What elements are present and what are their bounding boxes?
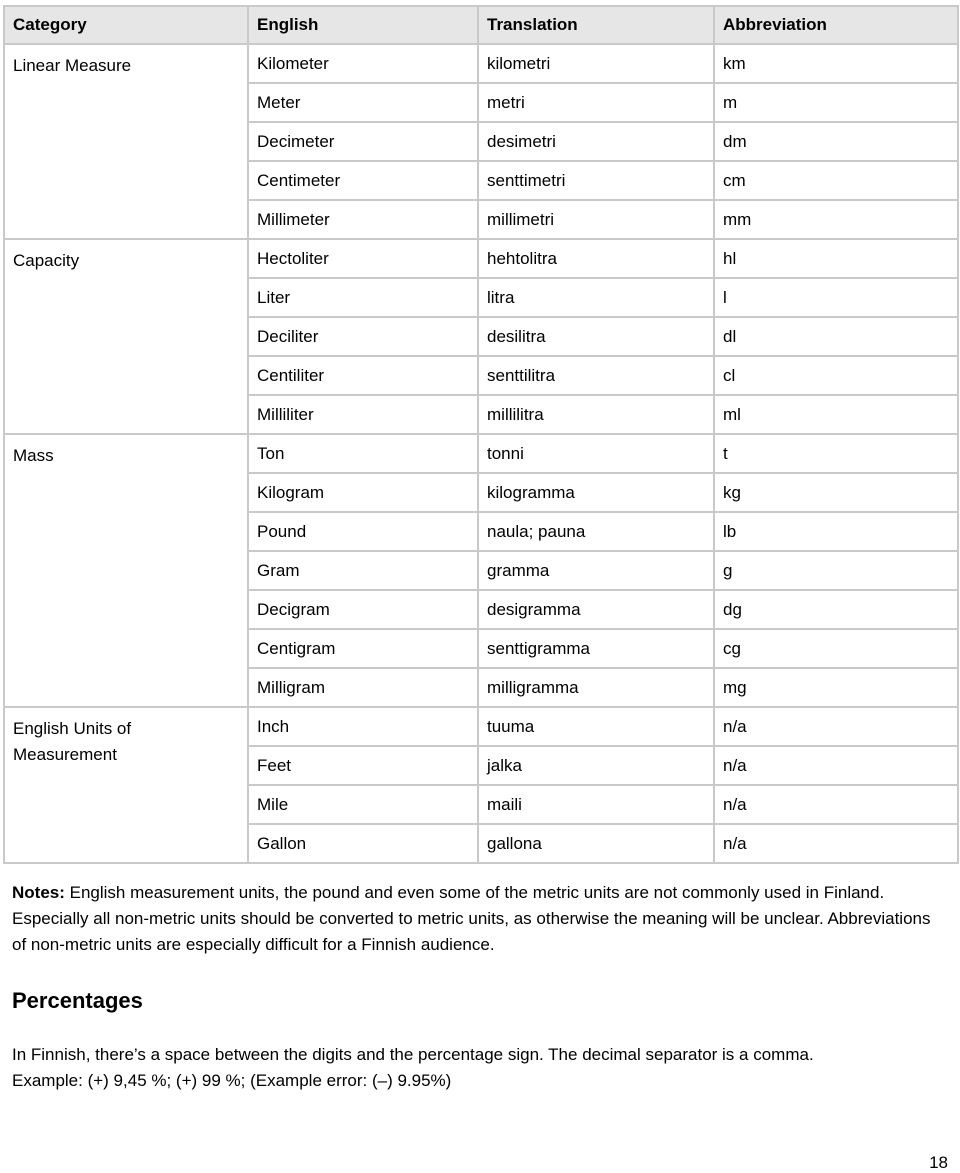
english-cell: Centimeter bbox=[248, 161, 478, 200]
translation-cell: milligramma bbox=[478, 668, 714, 707]
units-table-body bbox=[4, 44, 958, 863]
translation-cell: hehtolitra bbox=[478, 239, 714, 278]
english-cell: Inch bbox=[248, 707, 478, 746]
table-row bbox=[4, 434, 958, 473]
abbreviation-cell: cg bbox=[714, 629, 958, 668]
table-header-row bbox=[4, 6, 958, 44]
abbreviation-cell: n/a bbox=[714, 746, 958, 785]
notes-label: Notes: bbox=[12, 883, 65, 902]
english-cell: Milliliter bbox=[248, 395, 478, 434]
english-cell: Decigram bbox=[248, 590, 478, 629]
translation-cell: desimetri bbox=[478, 122, 714, 161]
translation-cell: desigramma bbox=[478, 590, 714, 629]
notes-paragraph bbox=[12, 880, 932, 958]
units-table bbox=[3, 5, 959, 864]
translation-cell: senttigramma bbox=[478, 629, 714, 668]
translation-cell: kilogramma bbox=[478, 473, 714, 512]
abbreviation-cell: ml bbox=[714, 395, 958, 434]
translation-cell: desilitra bbox=[478, 317, 714, 356]
translation-cell: tuuma bbox=[478, 707, 714, 746]
english-cell: Liter bbox=[248, 278, 478, 317]
english-cell: Feet bbox=[248, 746, 478, 785]
english-cell: Kilogram bbox=[248, 473, 478, 512]
english-cell: Pound bbox=[248, 512, 478, 551]
category-cell: English Units of Measurement bbox=[4, 707, 248, 863]
abbreviation-cell: dl bbox=[714, 317, 958, 356]
percentages-line-1: In Finnish, there’s a space between the digits and the percentage sign. The decimal separator is a comma. bbox=[12, 1045, 814, 1064]
header-translation: Translation bbox=[478, 6, 714, 44]
abbreviation-cell: mg bbox=[714, 668, 958, 707]
english-cell: Mile bbox=[248, 785, 478, 824]
translation-cell: maili bbox=[478, 785, 714, 824]
abbreviation-cell: l bbox=[714, 278, 958, 317]
english-cell: Gallon bbox=[248, 824, 478, 863]
abbreviation-cell: km bbox=[714, 44, 958, 83]
translation-cell: metri bbox=[478, 83, 714, 122]
translation-cell: gramma bbox=[478, 551, 714, 590]
abbreviation-cell: n/a bbox=[714, 824, 958, 863]
percentages-example: Example: (+) 9,45 %; (+) 99 %; (Example error: (–) 9.95%) bbox=[12, 1071, 452, 1090]
percentages-body bbox=[12, 1042, 942, 1094]
translation-cell: senttimetri bbox=[478, 161, 714, 200]
english-cell: Ton bbox=[248, 434, 478, 473]
translation-cell: kilometri bbox=[478, 44, 714, 83]
english-cell: Kilometer bbox=[248, 44, 478, 83]
abbreviation-cell: mm bbox=[714, 200, 958, 239]
translation-cell: naula; pauna bbox=[478, 512, 714, 551]
table-row bbox=[4, 239, 958, 278]
abbreviation-cell: n/a bbox=[714, 785, 958, 824]
english-cell: Hectoliter bbox=[248, 239, 478, 278]
translation-cell: millilitra bbox=[478, 395, 714, 434]
table-row bbox=[4, 44, 958, 83]
abbreviation-cell: m bbox=[714, 83, 958, 122]
header-abbreviation: Abbreviation bbox=[714, 6, 958, 44]
abbreviation-cell: kg bbox=[714, 473, 958, 512]
english-cell: Centiliter bbox=[248, 356, 478, 395]
english-cell: Decimeter bbox=[248, 122, 478, 161]
abbreviation-cell: dm bbox=[714, 122, 958, 161]
notes-text: English measurement units, the pound and even some of the metric units are not commonly used in Finland. Especially all non-metric units should be converted to metric units, as otherwise the meaning will be unclear. Abbreviations of non-metric units are especially difficult for a Finnish audience. bbox=[12, 883, 931, 954]
header-category: Category bbox=[4, 6, 248, 44]
english-cell: Milligram bbox=[248, 668, 478, 707]
abbreviation-cell: hl bbox=[714, 239, 958, 278]
translation-cell: gallona bbox=[478, 824, 714, 863]
category-cell: Linear Measure bbox=[4, 44, 248, 239]
category-cell: Capacity bbox=[4, 239, 248, 434]
abbreviation-cell: cm bbox=[714, 161, 958, 200]
translation-cell: millimetri bbox=[478, 200, 714, 239]
english-cell: Deciliter bbox=[248, 317, 478, 356]
abbreviation-cell: n/a bbox=[714, 707, 958, 746]
header-english: English bbox=[248, 6, 478, 44]
table-row bbox=[4, 707, 958, 746]
english-cell: Millimeter bbox=[248, 200, 478, 239]
abbreviation-cell: cl bbox=[714, 356, 958, 395]
english-cell: Meter bbox=[248, 83, 478, 122]
abbreviation-cell: dg bbox=[714, 590, 958, 629]
english-cell: Gram bbox=[248, 551, 478, 590]
translation-cell: jalka bbox=[478, 746, 714, 785]
page-number: 18 bbox=[929, 1153, 948, 1172]
english-cell: Centigram bbox=[248, 629, 478, 668]
translation-cell: senttilitra bbox=[478, 356, 714, 395]
abbreviation-cell: lb bbox=[714, 512, 958, 551]
abbreviation-cell: t bbox=[714, 434, 958, 473]
translation-cell: litra bbox=[478, 278, 714, 317]
category-cell: Mass bbox=[4, 434, 248, 707]
abbreviation-cell: g bbox=[714, 551, 958, 590]
translation-cell: tonni bbox=[478, 434, 714, 473]
section-heading-percentages: Percentages bbox=[12, 988, 143, 1013]
